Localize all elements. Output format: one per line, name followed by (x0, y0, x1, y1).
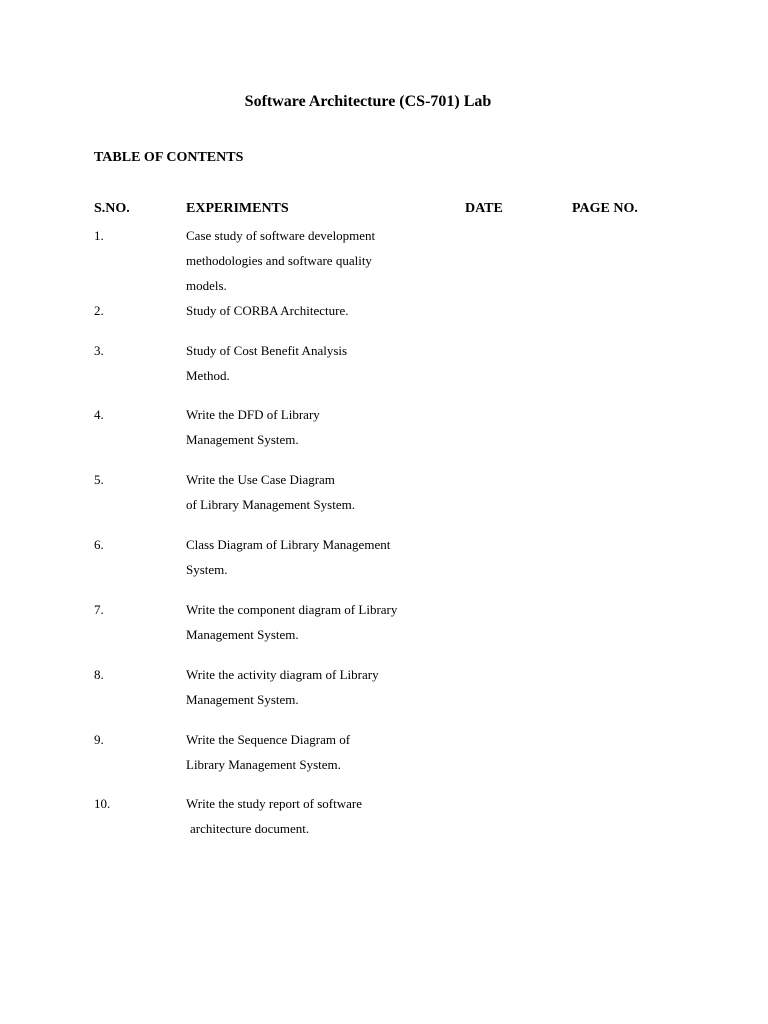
row-number: 9. (94, 732, 104, 747)
row-number: 2. (94, 303, 104, 318)
row-number: 5. (94, 472, 104, 487)
experiment-title (186, 597, 456, 647)
experiment-line: Write the study report of software (186, 796, 363, 811)
experiment-line: Write the DFD of Library (186, 407, 320, 422)
experiment-line: Method. (186, 368, 230, 383)
experiment-title (186, 532, 456, 582)
experiment-line: Management System. (186, 432, 299, 447)
experiment-line: Write the activity diagram of Library (186, 667, 379, 682)
experiment-title (186, 727, 456, 777)
experiment-title (186, 467, 456, 517)
row-number: 7. (94, 602, 104, 617)
experiment-line: architecture document. (190, 821, 310, 836)
experiment-line: methodologies and software quality (186, 253, 372, 268)
row-number: 8. (94, 667, 104, 682)
experiment-line: of Library Management System. (186, 497, 355, 512)
experiment-line: Library Management System. (186, 757, 341, 772)
experiment-line: Write the Use Case Diagram (186, 472, 335, 487)
row-number: 10. (94, 796, 111, 811)
row-number: 1. (94, 228, 104, 243)
experiment-title (186, 338, 456, 388)
experiment-line: Write the component diagram of Library (186, 602, 398, 617)
experiment-title (186, 402, 456, 452)
experiment-line: models. (186, 278, 227, 293)
row-number: 6. (94, 537, 104, 552)
experiment-line: Management System. (186, 627, 299, 642)
column-header-date: DATE (465, 201, 503, 216)
experiment-title (186, 662, 456, 712)
experiment-line: Write the Sequence Diagram of (186, 732, 351, 747)
experiment-line: Case study of software development (186, 228, 376, 243)
experiment-line: Study of Cost Benefit Analysis (186, 343, 348, 358)
experiment-line: System. (186, 562, 228, 577)
toc-heading: TABLE OF CONTENTS (94, 150, 244, 165)
experiment-line: Management System. (186, 692, 299, 707)
document-title: Software Architecture (CS-701) Lab (244, 93, 492, 110)
experiment-title (186, 298, 456, 323)
experiment-line: Study of CORBA Architecture. (186, 303, 349, 318)
column-header-sno: S.NO. (94, 201, 130, 216)
experiment-line: Class Diagram of Library Management (186, 537, 391, 552)
experiment-title (186, 223, 456, 298)
column-header-page-no: PAGE NO. (572, 201, 638, 216)
column-header-experiments: EXPERIMENTS (186, 201, 289, 216)
experiment-title (186, 791, 456, 841)
row-number: 3. (94, 343, 104, 358)
row-number: 4. (94, 407, 104, 422)
